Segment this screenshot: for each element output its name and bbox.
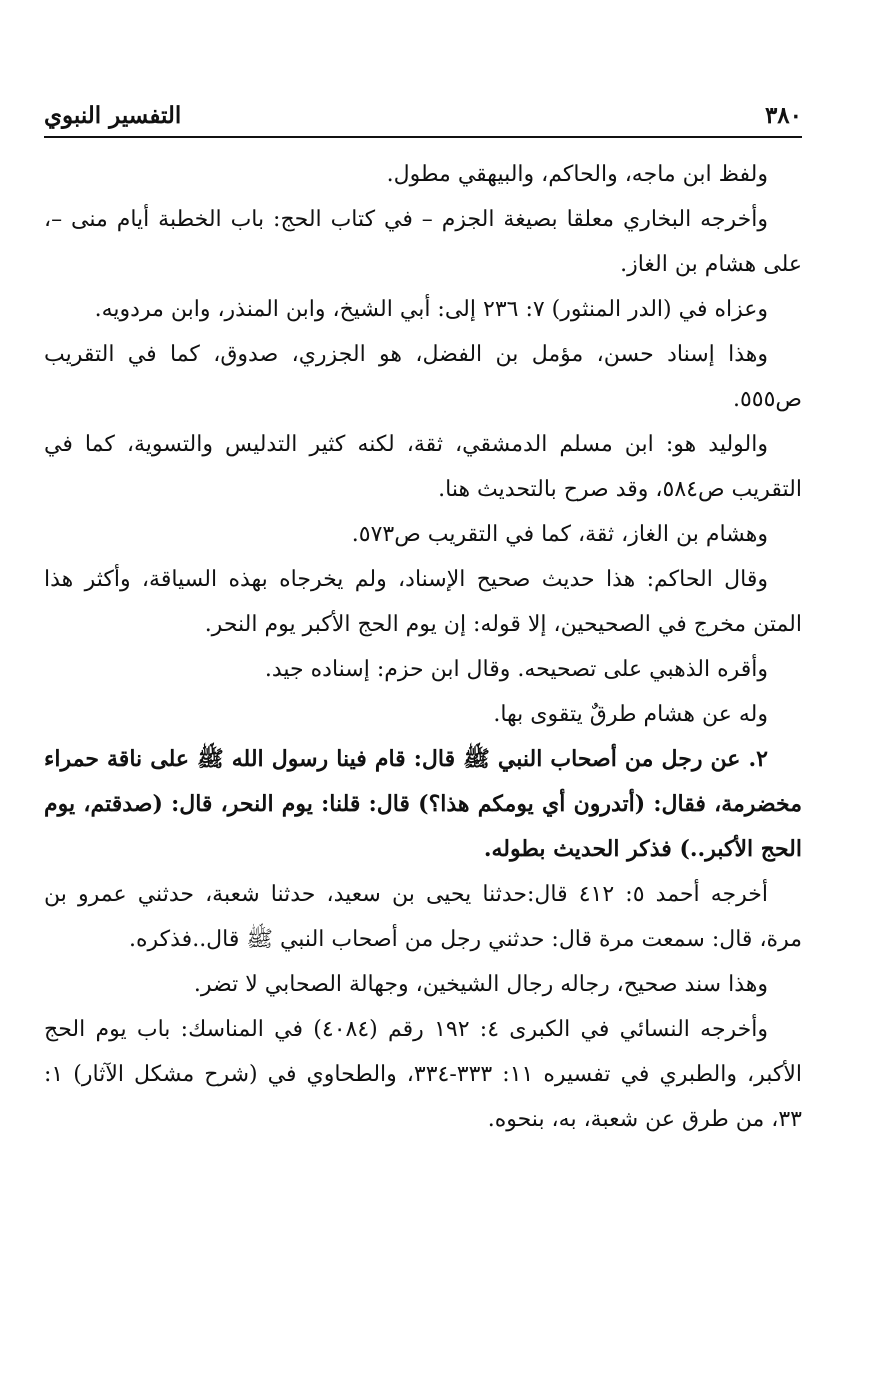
paragraph: وقال الحاكم: هذا حديث صحيح الإسناد، ولم يخرجاه بهذه السياقة، وأكثر هذا المتن مخرج في الصحيحين، إلا قوله: إن يوم الحج الأكبر يوم النحر. — [44, 567, 802, 637]
page-number: ٣٨٠ — [764, 102, 802, 129]
paragraph: ولفظ ابن ماجه، والحاكم، والبيهقي مطول. — [386, 162, 768, 187]
paragraph: وهذا سند صحيح، رجاله رجال الشيخين، وجهالة الصحابي لا تضر. — [193, 972, 768, 997]
paragraph: وعزاه في (الدر المنثور) ٧: ٢٣٦ إلى: أبي الشيخ، وابن المنذر، وابن مردويه. — [94, 297, 768, 322]
paragraph: وهشام بن الغاز، ثقة، كما في التقريب ص٥٧٣. — [351, 522, 768, 547]
document-page — [44, 100, 802, 1142]
paragraph: والوليد هو: ابن مسلم الدمشقي، ثقة، لكنه كثير التدليس والتسوية، كما في التقريب ص٥٨٤، وقد صرح بالتحديث هنا. — [44, 432, 802, 502]
page-body — [44, 138, 802, 1142]
paragraph: أخرجه أحمد ٥: ٤١٢ قال:حدثنا يحيى بن سعيد، حدثنا شعبة، حدثني عمرو بن مرة، قال: سمعت مرة قال: حدثني رجل من أصحاب النبي ﷺ قال..فذكره. — [44, 882, 802, 952]
paragraph: وأخرجه البخاري معلقا بصيغة الجزم – في كتاب الحج: باب الخطبة أيام منى –، على هشام بن الغاز. — [44, 207, 802, 277]
running-header — [44, 100, 802, 138]
hadith-paragraph: ٢. عن رجل من أصحاب النبي ﷺ قال: قام فينا رسول الله ﷺ على ناقة حمراء مخضرمة، فقال: (أتدرون أي يومكم هذا؟) قال: قلنا: يوم النحر، قال: (صدقتم، يوم الحج الأكبر..) فذكر الحديث بطوله. — [44, 746, 802, 862]
running-title: التفسير النبوي — [44, 102, 182, 129]
paragraph: وهذا إسناد حسن، مؤمل بن الفضل، هو الجزري، صدوق، كما في التقريب ص٥٥٥. — [44, 342, 802, 412]
paragraph: وله عن هشام طرقٌ يتقوى بها. — [493, 702, 768, 727]
paragraph: وأخرجه النسائي في الكبرى ٤: ١٩٢ رقم (٤٠٨٤) في المناسك: باب يوم الحج الأكبر، والطبري في تفسيره ١١: ٣٣٣-٣٣٤، والطحاوي في (شرح مشكل الآثار) ١: ٣٣، من طرق عن شعبة، به، بنحوه. — [44, 1017, 802, 1132]
paragraph: وأقره الذهبي على تصحيحه. وقال ابن حزم: إسناده جيد. — [264, 657, 768, 682]
